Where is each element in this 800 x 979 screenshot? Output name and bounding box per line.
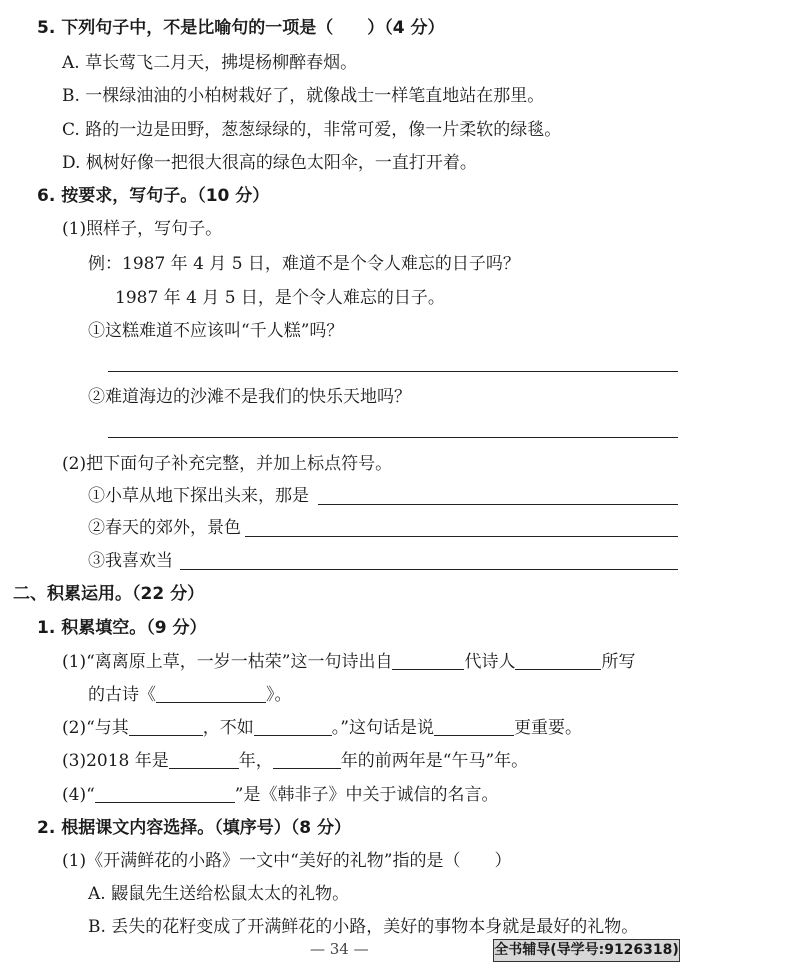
q6-fill3: ③我喜欢当 — [88, 551, 173, 571]
q6-part1-title: (1)照样子，写句子。 — [62, 219, 223, 239]
s2-q1-line4 — [62, 750, 528, 772]
s2-q1-line2-a: 的古诗《 — [88, 685, 156, 705]
q6-fill1-text: ①小草从地下探出头来，那是 — [88, 486, 309, 506]
s2-q1-line3-c: 。”这句话是说 — [331, 718, 434, 738]
blank-dynasty[interactable] — [392, 653, 464, 670]
blank-quote[interactable] — [95, 786, 235, 803]
s2-q1-line2-b: 》。 — [266, 685, 292, 705]
s2-q1-line3-b: ，不如 — [202, 718, 254, 738]
q5-option-a: A. 草长莺飞二月天，拂堤杨柳醉春烟。 — [62, 53, 358, 73]
s2-q1-line3 — [62, 717, 582, 739]
s2-q1-line1-a: (1)“离离原上草，一岁一枯荣”这一句诗出自 — [62, 652, 393, 672]
answer-line-2[interactable] — [108, 437, 678, 438]
q5-option-d: D. 枫树好像一把很大很高的绿色太阳伞，一直打开着。 — [62, 153, 477, 173]
q5-option-b: B. 一棵绿油油的小柏树栽好了，就像战士一样笔直地站在那里。 — [62, 86, 545, 106]
fill3-blank[interactable] — [180, 569, 678, 570]
s2-q2-option-b: B. 丢失的花籽变成了开满鲜花的小路，美好的事物本身就是最好的礼物。 — [88, 917, 639, 937]
fill2-blank[interactable] — [245, 536, 678, 537]
s2-q2-sub1: (1)《开满鲜花的小路》一文中“美好的礼物”指的是（ ） — [62, 851, 512, 871]
s2-q1-line2 — [88, 684, 292, 706]
s2-q1-line1 — [62, 651, 635, 673]
blank-year[interactable] — [273, 752, 341, 769]
s2-q2-stem: 2. 根据课文内容选择。（填序号）（8 分） — [37, 818, 351, 838]
fill1-blank[interactable] — [318, 504, 678, 505]
s2-q1-line5-b: ”是《韩非子》中关于诚信的名言。 — [234, 785, 499, 805]
s2-q1-line5 — [62, 784, 498, 806]
blank-yuqi[interactable] — [129, 719, 203, 736]
blank-poet[interactable] — [515, 653, 601, 670]
blank-year-animal[interactable] — [169, 752, 239, 769]
q6-fill1 — [88, 485, 309, 507]
q6-part2-title: (2)把下面句子补充完整，并加上标点符号。 — [62, 454, 393, 474]
q6-example-line2: 1987 年 4 月 5 日，是个令人难忘的日子。 — [115, 288, 445, 308]
blank-poem-title[interactable] — [156, 686, 266, 703]
s2-q1-line3-d: 更重要。 — [513, 718, 582, 738]
s2-q1-line4-c: 年的前两年是“午马”年。 — [340, 751, 529, 771]
s2-q1-stem: 1. 积累填空。（9 分） — [37, 618, 207, 638]
q6-fill2: ②春天的郊外，景色 — [88, 518, 241, 538]
page-number: — 34 — — [310, 940, 369, 958]
s2-q1-line4-b: 年， — [238, 751, 273, 771]
q6-example-line1: 例：1987 年 4 月 5 日，难道不是个令人难忘的日子吗？ — [88, 254, 520, 274]
s2-q1-line3-a: (2)“与其 — [62, 718, 129, 738]
q5-option-c: C. 路的一边是田野，葱葱绿绿的，非常可爱，像一片柔软的绿毯。 — [62, 120, 562, 140]
guide-badge: 全书辅导(导学号:9126318) — [493, 939, 680, 962]
answer-line-1[interactable] — [108, 371, 678, 372]
q5-stem: 5. 下列句子中，不是比喻句的一项是（ ）（4 分） — [37, 18, 445, 38]
s2-q2-option-a: A. 鼹鼠先生送给松鼠太太的礼物。 — [88, 884, 350, 904]
blank-buru[interactable] — [254, 719, 332, 736]
s2-q1-line1-c: 所写 — [601, 652, 636, 672]
section2-title: 二、积累运用。（22 分） — [13, 584, 205, 604]
q6-stem: 6. 按要求，写句子。（10 分） — [37, 186, 270, 206]
blank-meaning[interactable] — [434, 719, 514, 736]
s2-q1-line1-b: 代诗人 — [464, 652, 516, 672]
s2-q1-line4-a: (3)2018 年是 — [62, 751, 169, 771]
s2-q1-line5-a: (4)“ — [62, 785, 95, 805]
q6-item2: ②难道海边的沙滩不是我们的快乐天地吗？ — [88, 387, 411, 407]
q6-item1: ①这糕难道不应该叫“千人糕”吗？ — [88, 321, 344, 341]
